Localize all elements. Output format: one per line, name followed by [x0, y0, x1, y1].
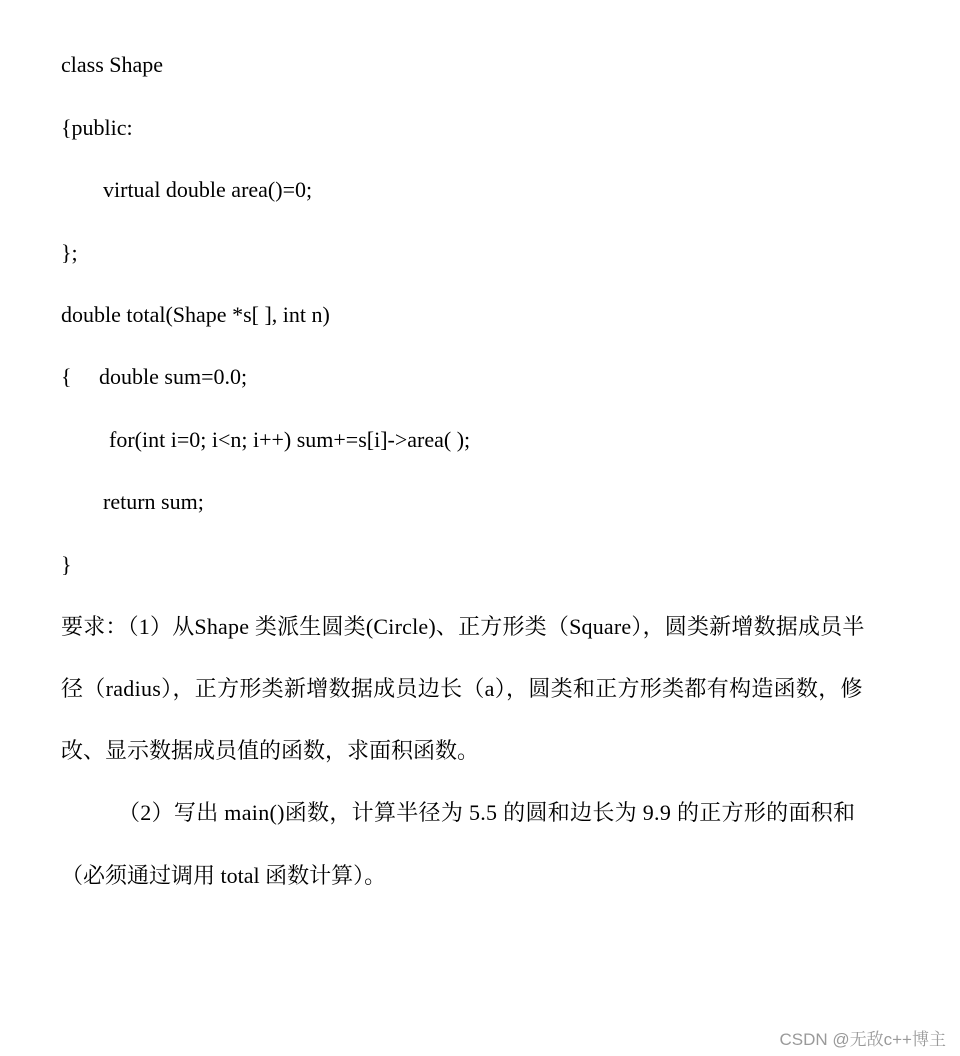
- requirement-line: （2）写出 main()函数，计算半径为 5.5 的圆和边长为 9.9 的正方形的面积和: [118, 800, 856, 825]
- code-line: double total(Shape *s[ ], int n): [61, 302, 330, 327]
- code-line: }: [61, 552, 72, 577]
- code-line: return sum;: [103, 489, 204, 514]
- code-line: };: [61, 240, 78, 265]
- requirement-line: 要求：（1）从Shape 类派生圆类(Circle)、正方形类（Square），圆类新增数据成员半: [61, 614, 865, 639]
- requirement-line: （必须通过调用 total 函数计算）。: [61, 863, 387, 888]
- code-line: { double sum=0.0;: [61, 364, 248, 389]
- code-line: {public:: [61, 115, 133, 140]
- requirement-line: 改、显示数据成员值的函数，求面积函数。: [61, 738, 480, 763]
- requirement-line: 径（radius），正方形类新增数据成员边长（a），圆类和正方形类都有构造函数，修: [61, 676, 863, 701]
- code-line: class Shape: [61, 52, 164, 77]
- watermark: CSDN @无敌c++博主: [779, 1030, 946, 1049]
- code-line: virtual double area()=0;: [103, 177, 313, 202]
- code-line: for(int i=0; i<n; i++) sum+=s[i]->area( );: [109, 427, 471, 452]
